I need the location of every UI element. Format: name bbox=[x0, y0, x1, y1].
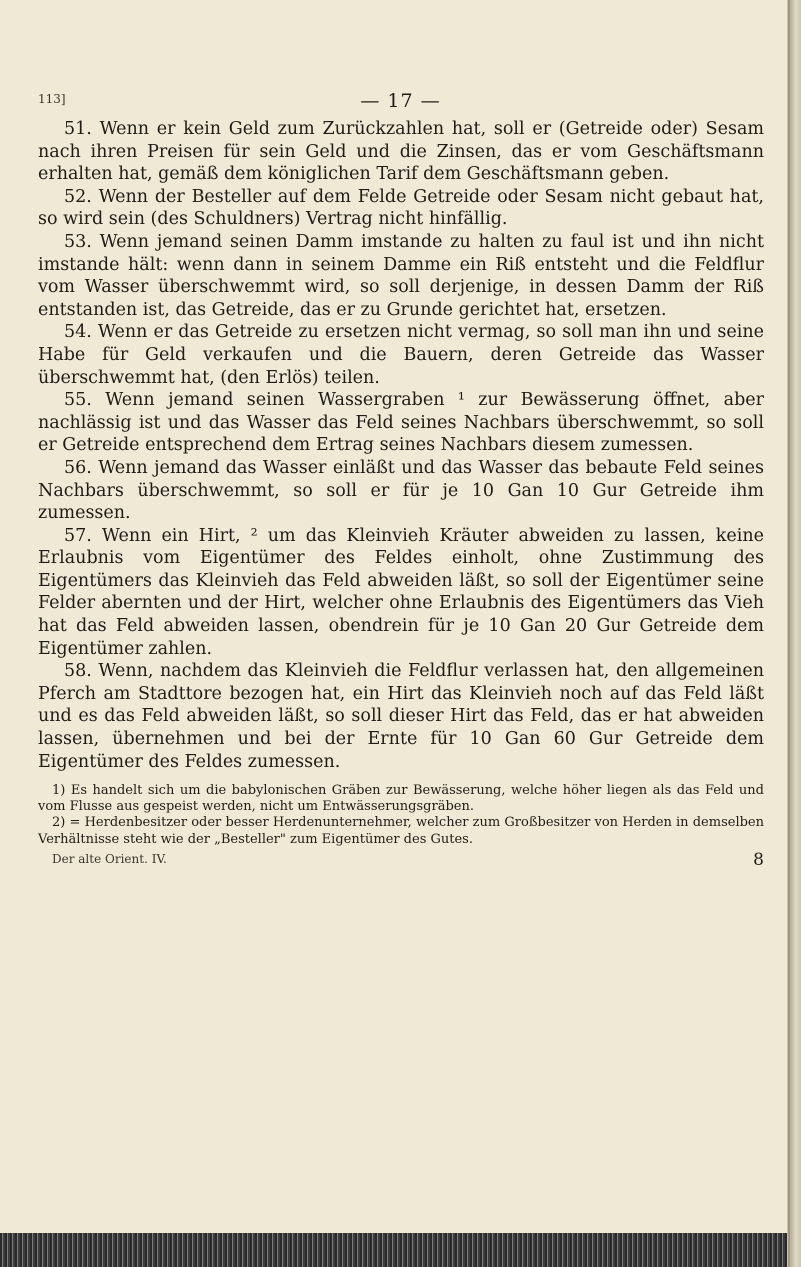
paragraph-54: 54. Wenn er das Getreide zu ersetzen nicht vermag, so soll man ihn und seine Habe für Geld verkaufen und die Bauern, deren Getreide das Wasser überschwemmt hat, (den Erlös) teilen. bbox=[38, 322, 764, 388]
paragraph-55: 55. Wenn jemand seinen Wassergraben ¹ zur Bewässerung öffnet, aber nachlässig ist und das Wasser das Feld seines Nachbars überschwemmt, so soll er Getreide entsprechend dem Ertrag seines Nachbars diesem zumessen. bbox=[38, 390, 764, 456]
paragraph-58: 58. Wenn, nachdem das Kleinvieh die Feldflur verlassen hat, den allgemeinen Pferch am Stadttore bezogen hat, ein Hirt das Kleinvieh noch auf das Feld läßt und es das Feld abweiden läßt, so soll dieser Hirt das Feld, das er hat abweiden lassen, übernehmen und bei der Ernte für 10 Gan 60 Gur Getreide dem Eigentümer des Feldes zumessen. bbox=[38, 661, 764, 772]
paragraph-57: 57. Wenn ein Hirt, ² um das Kleinvieh Kräuter abweiden zu lassen, keine Erlaubnis vom Eigentümer des Feldes einholt, ohne Zustimmung des Eigentümers das Kleinvieh das Feld abweiden läßt, so soll der Eigentümer seine Felder abernten und der Hirt, welcher ohne Erlaubnis des Eigentümers das Vieh hat das Feld abweiden lassen, obendrein für je 10 Gan 20 Gur Getreide dem Eigentümer zahlen. bbox=[38, 525, 764, 659]
footnote-1: 1) Es handelt sich um die babylonischen Gräben zur Bewässerung, welche höher liegen als das Feld und vom Flusse aus gespeist werden, nicht um Entwässerungsgräben. bbox=[38, 783, 764, 815]
paragraph-52: 52. Wenn der Besteller auf dem Felde Getreide oder Sesam nicht gebaut hat, so wird sein (des Schuldners) Vertrag nicht hinfällig. bbox=[38, 186, 764, 230]
footnotes bbox=[38, 783, 764, 848]
footnote-2: 2) = Herdenbesitzer oder besser Herdenunternehmer, welcher zum Großbesitzer von Herden in demselben Verhältnisse steht wie der „Besteller" zum Eigentümer des Gutes. bbox=[38, 815, 764, 847]
series-title: Der alte Orient. IV. bbox=[52, 852, 167, 866]
scan-edge-bar bbox=[0, 1233, 801, 1267]
paragraph-56: 56. Wenn jemand das Wasser einläßt und das Wasser das bebaute Feld seines Nachbars überschwemmt, so soll er für je 10 Gan 10 Gur Getreide ihm zumessen. bbox=[38, 457, 764, 524]
blank-margin bbox=[0, 870, 801, 1233]
main-text bbox=[38, 118, 764, 773]
page-marker: 113] bbox=[38, 92, 66, 106]
paragraph-53: 53. Wenn jemand seinen Damm imstande zu halten zu faul ist und ihn nicht imstande hält: wenn dann in seinem Damme ein Riß entsteht und die Feldflur vom Wasser überschwemmt wird, so soll derjenige, in dessen Damm der Riß entstanden ist, das Getreide, das er zu Grunde gerichtet hat, ersetzen. bbox=[38, 231, 764, 320]
page-number: — 17 — bbox=[360, 90, 441, 112]
signature-mark: 8 bbox=[753, 850, 764, 870]
page-footer bbox=[38, 850, 764, 870]
page-header bbox=[0, 90, 801, 110]
scan-edge-line bbox=[788, 0, 790, 1267]
paragraph-51: 51. Wenn er kein Geld zum Zurückzahlen hat, soll er (Getreide oder) Sesam nach ihren Preisen für sein Geld und die Zinsen, das er vom Geschäftsmann erhalten hat, gemäß dem königlichen Tarif dem Geschäftsmann geben. bbox=[38, 119, 764, 185]
